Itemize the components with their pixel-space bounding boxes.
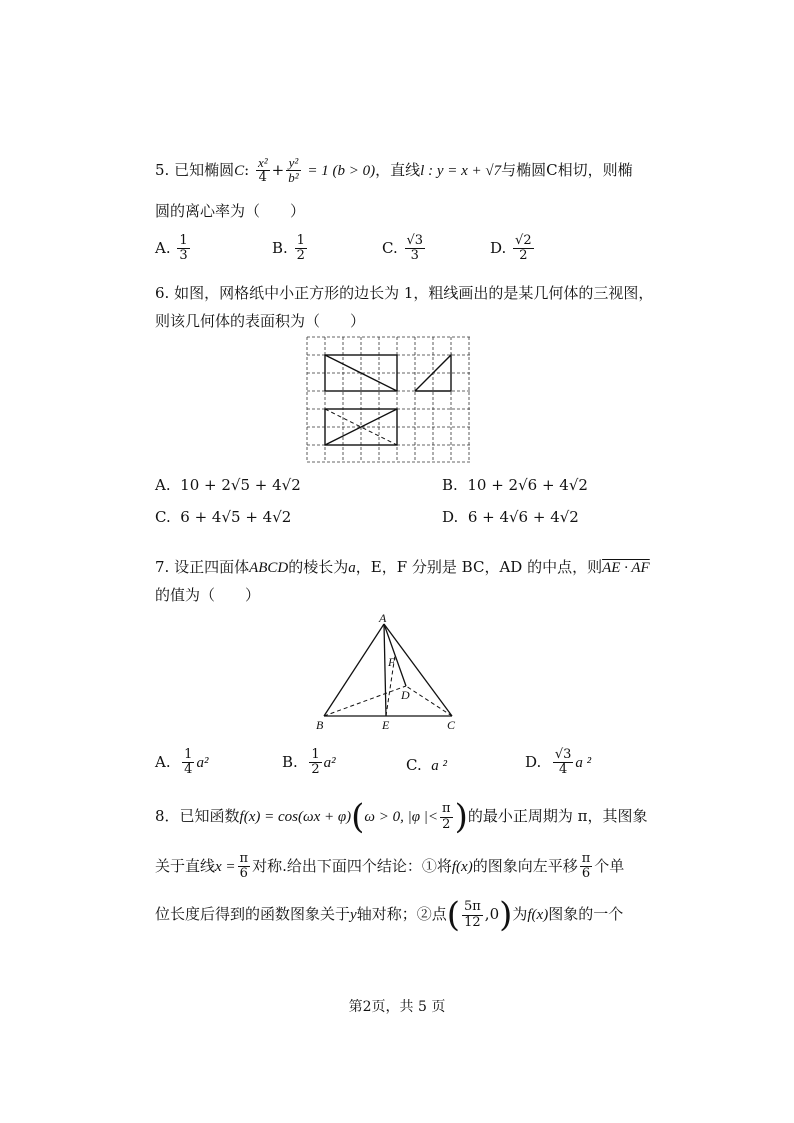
q6-line1: 6. 如图，网格纸中小正方形的边长为 1，粗线画出的是某几何体的三视图，: [155, 284, 654, 302]
label-c: C: [447, 718, 456, 732]
q8-line1: 8．已知函数f(x) = cos(ωx + φ)(ω > 0, |φ |< $\frac{\pi}{2}$ )的最小正周期为 π，其图象: [155, 797, 648, 837]
q6-line2: 则该几何体的表面积为（ ）: [155, 312, 366, 330]
page-footer: 第2页，共 5 页: [348, 999, 446, 1015]
q7-option-a: A. $\frac{1}{4}$ a²: [155, 747, 209, 778]
tetrahedron-figure: [310, 612, 470, 734]
q6-option-c: C. 6 + 4√5 + 4√2: [155, 508, 292, 526]
q5-frac-x: $\frac{\text{x²}}{4}$: [257, 155, 268, 186]
q7-option-c: C. a ²: [406, 756, 448, 774]
view-outlines: [325, 355, 451, 445]
q5-frac-y: $\frac{\text{y²}}{\text{b²}}$: [288, 155, 299, 186]
q7-line2: 的值为（ ）: [155, 586, 261, 604]
q6-option-d: D. 6 + 4√6 + 4√2: [442, 508, 579, 526]
label-b: B: [316, 718, 324, 732]
q6-option-a: A. 10 + 2√5 + 4√2: [155, 476, 301, 494]
q5-number: 5.: [155, 160, 170, 179]
q5-option-d: D. $\frac{√2}{2}$: [490, 233, 532, 264]
label-e: E: [382, 718, 390, 732]
three-view-grid: [305, 335, 475, 465]
q6-option-b: B. 10 + 2√6 + 4√2: [442, 476, 588, 494]
q5-line2: 圆的离心率为（ ）: [155, 202, 306, 220]
grid-lines: [307, 337, 471, 462]
q7-option-d: D. $\frac{√3}{4}$ a ²: [525, 747, 592, 778]
q5-option-b: B. $\frac{1}{2}$: [272, 233, 305, 264]
q8-line3: 位长度后得到的函数图象关于y轴对称；②点( $\frac{5\pi}{12}$ ,0)为f(x)图象的一个: [155, 895, 624, 935]
q7-line1: 7. 设正四面体ABCD的棱长为a，E，F 分别是 BC，AD 的中点，则AE · AF: [155, 558, 650, 576]
q8-line2: 关于直线x = $\frac{\pi}{6}$ 对称.给出下面四个结论：①将f(x)的图象向左平移 $\frac{\pi}{6}$ 个单: [155, 851, 625, 882]
tetrahedron-edges: [324, 624, 452, 716]
label-d: D: [401, 688, 410, 702]
q5-line1: 5. 已知椭圆C: $\frac{\text{x²}}{4}$ + $\frac{\text{y²}}{\text{b²}}$ = 1 (b > 0)，直线l : y = x + √7与椭圆C相切，则椭: [155, 155, 633, 186]
q5-option-c: C. $\frac{√3}{3}$: [382, 233, 424, 264]
label-a: A: [379, 612, 387, 625]
q7-option-b: B. $\frac{1}{2}$ a²: [282, 747, 336, 778]
label-f: F: [388, 655, 396, 669]
q5-option-a: A. $\frac{1}{3}$: [155, 233, 188, 264]
